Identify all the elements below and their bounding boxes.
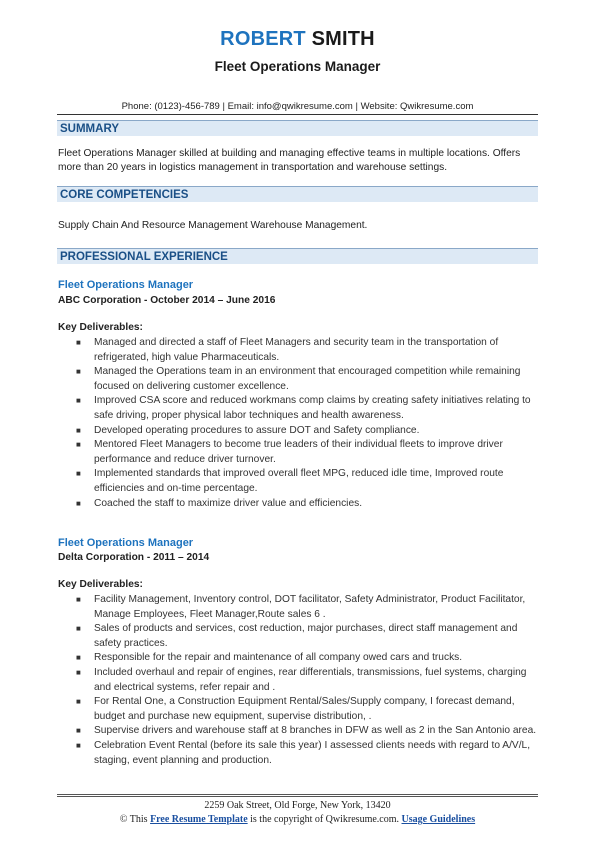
summary-heading: SUMMARY xyxy=(57,120,538,136)
footer-divider xyxy=(57,794,538,797)
list-item xyxy=(58,336,538,365)
list-item xyxy=(58,497,538,512)
key-deliverables-label: Key Deliverables: xyxy=(58,322,143,333)
bullet-icon: ■ xyxy=(76,726,81,736)
bullet-text: Celebration Event Rental (before its sale this year) I assessed clients needs with regard to A/V/L, staging, event planning and production. xyxy=(94,739,531,766)
job-bullet-list xyxy=(58,336,538,511)
key-deliverables-label: Key Deliverables: xyxy=(58,579,143,590)
usage-guidelines-link[interactable]: Usage Guidelines xyxy=(401,814,476,825)
list-item xyxy=(58,695,538,724)
bullet-icon: ■ xyxy=(76,396,81,406)
free-resume-template-link[interactable]: Free Resume Template xyxy=(150,814,248,825)
list-item xyxy=(58,394,538,423)
bullet-icon: ■ xyxy=(76,653,81,663)
footer-copyright xyxy=(0,814,595,825)
bullet-icon: ■ xyxy=(76,740,81,750)
candidate-name xyxy=(0,28,595,51)
list-item xyxy=(58,365,538,394)
bullet-icon: ■ xyxy=(76,498,81,508)
list-item xyxy=(58,622,538,651)
footer-address: 2259 Oak Street, Old Forge, New York, 13420 xyxy=(204,800,391,811)
list-item xyxy=(58,724,538,739)
last-name: SMITH xyxy=(311,28,375,50)
bullet-icon: ■ xyxy=(76,425,81,435)
bullet-text: Coached the staff to maximize driver value and efficiencies. xyxy=(94,497,363,509)
bullet-text: Facility Management, Inventory control, DOT facilitator, Safety Administrator, Product Facilitator, Manage Employees, Fleet Manager,Route sales 6 . xyxy=(94,594,526,620)
bullet-icon: ■ xyxy=(76,667,81,677)
bullet-text: Managed the Operations team in an environment that encouraged competition while remaining focused on delivering customer excellence. xyxy=(94,366,521,392)
copyright-prefix: © This xyxy=(119,814,148,825)
list-item xyxy=(58,424,538,439)
summary-text: Fleet Operations Manager skilled at building and managing effective teams in multiple locations. Offers more than 20 years in logistics management in transportation and warehouse settings. xyxy=(58,148,521,174)
bullet-icon: ■ xyxy=(76,697,81,707)
list-item xyxy=(58,438,538,467)
competencies-heading: CORE COMPETENCIES xyxy=(57,186,538,202)
bullet-icon: ■ xyxy=(76,338,81,347)
contact-line: Phone: (0123)-456-789 | Email: info@qwikresume.com | Website: Qwikresume.com xyxy=(121,101,474,112)
bullet-text: Improved CSA score and reduced workmans comp claims by creating safety initiatives relating to safe driving, proper physical labor techniques and health awareness. xyxy=(94,395,531,421)
bullet-icon: ■ xyxy=(76,469,81,479)
list-item xyxy=(58,593,538,622)
bullet-icon: ■ xyxy=(76,440,81,450)
job-title: Fleet Operations Manager xyxy=(58,537,194,549)
bullet-text: Managed and directed a staff of Fleet Managers and security team in the transportation of refrigerated, high value Pharmaceuticals. xyxy=(94,337,499,363)
bullet-text: For Rental One, a Construction Equipment Rental/Sales/Supply company, I forecast demand, budget and purchase new equipment, supervise distribution, . xyxy=(94,696,515,722)
bullet-text: Developed operating procedures to assure DOT and Safety compliance. xyxy=(94,424,420,436)
bullet-icon: ■ xyxy=(76,367,81,377)
bullet-text: Supervise drivers and warehouse staff at 8 branches in DFW as well as 2 in the San Antonio area. xyxy=(94,725,537,737)
list-item xyxy=(58,666,538,695)
list-item xyxy=(58,739,538,768)
header-divider xyxy=(57,114,538,115)
first-name: ROBERT xyxy=(220,28,306,50)
job-company: ABC Corporation - October 2014 – June 2016 xyxy=(58,295,276,306)
bullet-text: Sales of products and services, cost reduction, major purchases, direct staff management and safety practices. xyxy=(94,623,518,649)
copyright-middle: is the copyright of Qwikresume.com. xyxy=(250,814,399,825)
job-bullet-list xyxy=(58,593,538,768)
bullet-icon: ■ xyxy=(76,595,81,604)
candidate-title: Fleet Operations Manager xyxy=(214,59,381,74)
bullet-text: Included overhaul and repair of engines, rear differentials, transmissions, fuel systems, charging and electrical systems, refer repair and . xyxy=(94,666,527,693)
job-title: Fleet Operations Manager xyxy=(58,279,194,291)
competencies-text: Supply Chain And Resource Management Warehouse Management. xyxy=(58,220,368,231)
bullet-icon: ■ xyxy=(76,624,81,634)
list-item xyxy=(58,467,538,496)
list-item xyxy=(58,651,538,666)
bullet-text: Mentored Fleet Managers to become true leaders of their individual fleets to improve driver performance and reduce driver turnover. xyxy=(94,439,503,465)
experience-heading: PROFESSIONAL EXPERIENCE xyxy=(57,248,538,264)
job-company: Delta Corporation - 2011 – 2014 xyxy=(58,552,210,563)
bullet-text: Responsible for the repair and maintenance of all company owed cars and trucks. xyxy=(94,652,463,664)
bullet-text: Implemented standards that improved overall fleet MPG, reduced idle time, Improved route efficiencies and on-time percentage. xyxy=(94,468,504,494)
